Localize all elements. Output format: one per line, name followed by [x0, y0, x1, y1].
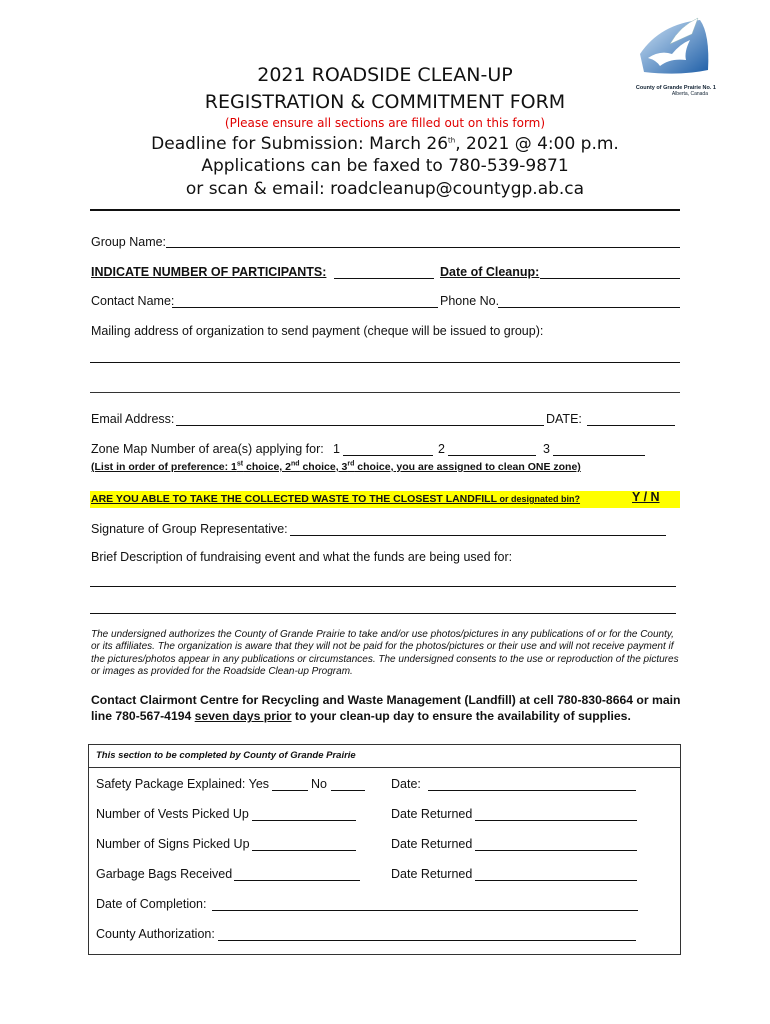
landfill-yes-no[interactable]: Y / N	[632, 490, 660, 504]
participants-field[interactable]	[334, 278, 434, 279]
landfill-question-text: ARE YOU ABLE TO TAKE THE COLLECTED WASTE TO THE CLOSEST LANDFILL	[91, 493, 498, 505]
zone-3-number: 3	[543, 442, 550, 456]
instruction-text: (Please ensure all sections are filled out on this form)	[224, 116, 546, 130]
email-address-label: Email Address:	[91, 412, 175, 426]
signature-field[interactable]	[290, 535, 666, 536]
description-line-1[interactable]	[90, 586, 676, 587]
contact-notice-part2: to your clean-up day to ensure the availability of supplies.	[291, 709, 631, 723]
date-returned-3-label: Date Returned	[391, 867, 473, 881]
vests-label: Number of Vests Picked Up	[96, 807, 249, 821]
safety-package-label: Safety Package Explained: Yes	[96, 777, 270, 791]
pref-c: choice, 3	[299, 461, 348, 473]
mailing-address-line-2[interactable]	[90, 392, 680, 393]
date-returned-2-label: Date Returned	[391, 837, 473, 851]
zone-2-field[interactable]	[448, 455, 536, 456]
pref-sup-3: rd	[347, 460, 355, 468]
deadline-sup: th	[448, 136, 456, 145]
date-returned-1-field[interactable]	[475, 820, 637, 821]
vests-field[interactable]	[252, 820, 356, 821]
date-field[interactable]	[587, 425, 675, 426]
date-returned-1-label: Date Returned	[391, 807, 473, 821]
date-returned-3-field[interactable]	[475, 880, 637, 881]
pref-sup-2: nd	[290, 460, 300, 468]
county-authorization-field[interactable]	[218, 940, 636, 941]
mailing-address-line-1[interactable]	[90, 362, 680, 363]
zone-preference-note	[91, 461, 581, 473]
contact-notice	[91, 692, 683, 724]
bags-field[interactable]	[234, 880, 360, 881]
fax-line: Applications can be faxed to 780-539-9871	[201, 156, 569, 176]
date-label: DATE:	[546, 412, 582, 426]
zone-1-field[interactable]	[343, 455, 433, 456]
contact-notice-part1: Contact Clairmont Centre for Recycling and Waste Management (Landfill) at cell 780-830-8664 or main line 780-567-4194	[91, 693, 681, 723]
logo-location: Alberta, Canada	[671, 91, 708, 97]
zone-1-number: 1	[333, 442, 340, 456]
county-section-heading: This section to be completed by County of Grande Prairie	[96, 750, 356, 761]
signs-label: Number of Signs Picked Up	[96, 837, 250, 851]
contact-name-field[interactable]	[172, 307, 438, 308]
completion-date-label: Date of Completion:	[96, 897, 207, 911]
zone-2-number: 2	[438, 442, 445, 456]
signature-label: Signature of Group Representative:	[91, 522, 288, 536]
landfill-question	[91, 493, 580, 505]
signs-field[interactable]	[252, 850, 356, 851]
title-line-1: 2021 ROADSIDE CLEAN-UP	[257, 64, 513, 86]
date-returned-2-field[interactable]	[475, 850, 637, 851]
contact-name-label: Contact Name:	[91, 294, 175, 308]
description-line-2[interactable]	[90, 613, 676, 614]
zone-3-field[interactable]	[553, 455, 645, 456]
description-label: Brief Description of fundraising event and what the funds are being used for:	[91, 550, 513, 564]
date-of-cleanup-label: Date of Cleanup:	[440, 265, 540, 279]
phone-label: Phone No.	[440, 294, 500, 308]
title-line-2: REGISTRATION & COMMITMENT FORM	[204, 91, 566, 113]
deadline-prefix: Deadline for Submission: March 26	[151, 134, 449, 154]
date-of-cleanup-field[interactable]	[540, 278, 680, 279]
county-date-label: Date:	[391, 777, 421, 791]
safety-no-field[interactable]	[331, 790, 365, 791]
safety-yes-field[interactable]	[272, 790, 308, 791]
bags-label: Garbage Bags Received	[96, 867, 233, 881]
deadline-text	[0, 134, 770, 154]
group-name-field[interactable]	[166, 247, 680, 248]
county-section-divider	[88, 767, 681, 768]
logo-org-name: County of Grande Prairie No. 1	[635, 85, 716, 91]
email-address-field[interactable]	[176, 425, 544, 426]
participants-label: INDICATE NUMBER OF PARTICIPANTS:	[91, 265, 327, 279]
header-divider	[90, 209, 680, 211]
safety-no-label: No	[311, 777, 327, 791]
pref-a: (List in order of preference: 1	[91, 461, 237, 473]
phone-field[interactable]	[498, 307, 680, 308]
deadline-suffix: , 2021 @ 4:00 p.m.	[455, 134, 619, 154]
zone-label: Zone Map Number of area(s) applying for:	[91, 442, 324, 456]
completion-date-field[interactable]	[212, 910, 638, 911]
group-name-label: Group Name:	[91, 235, 167, 249]
pref-sup-1: st	[236, 460, 244, 468]
county-date-field[interactable]	[428, 790, 636, 791]
photo-disclaimer: The undersigned authorizes the County of Grande Prairie to take and/or use photos/pictures in any publications of or for the County, or its affiliates. The organization is aware that they will not be paid for the photos/pictures or their use and will not receive payment if the pictures/photos appear in any publications or circumstances. The undersigned consents to the use or reproduction of the pictures or images as provided for the Roadside Clean-up Program.	[91, 629, 679, 678]
county-authorization-label: County Authorization:	[96, 927, 215, 941]
group-name-row	[91, 235, 166, 249]
mailing-address-label: Mailing address of organization to send payment (cheque will be issued to group):	[91, 324, 544, 338]
pref-b: choice, 2	[243, 461, 291, 473]
contact-notice-underlined: seven days prior	[194, 709, 292, 723]
pref-d: choice, you are assigned to clean ONE zone)	[354, 461, 581, 473]
email-line: or scan & email: roadcleanup@countygp.ab.ca	[185, 179, 585, 199]
landfill-question-small: or designated bin?	[497, 494, 581, 504]
